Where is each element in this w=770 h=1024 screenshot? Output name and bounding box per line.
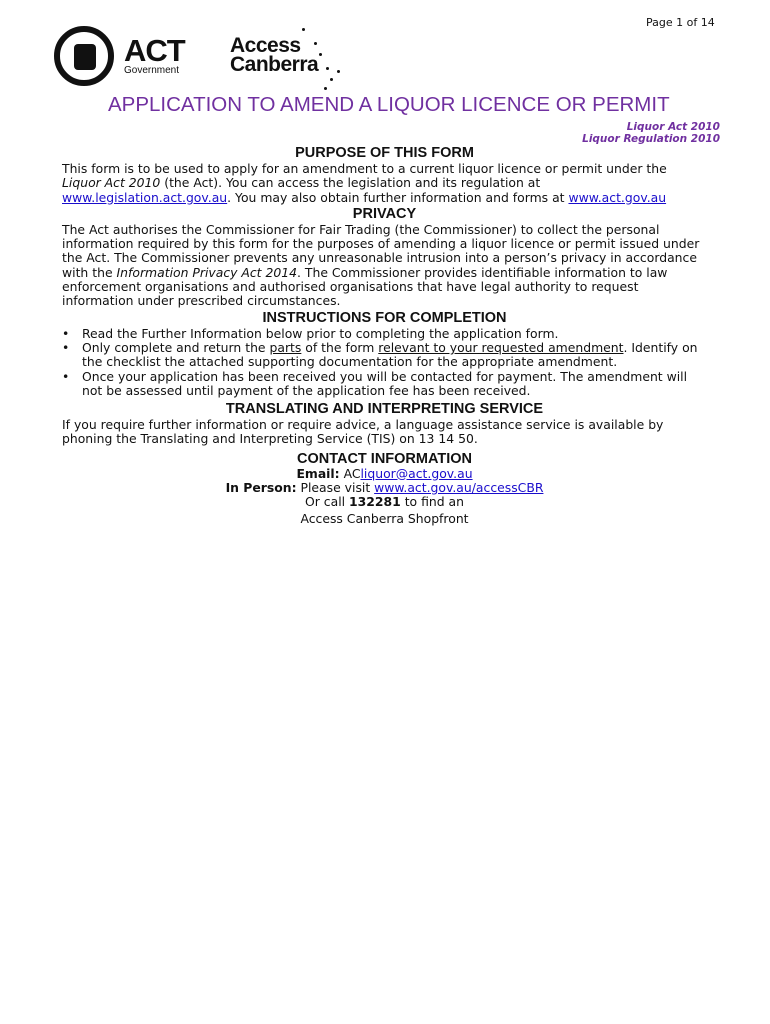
logo-dot (326, 67, 329, 70)
contact-heading: CONTACT INFORMATION (296, 450, 473, 467)
legislation-link[interactable]: www.legislation.act.gov.au (62, 189, 228, 205)
act-logo-text: ACT (124, 33, 185, 68)
logo-dot (337, 70, 340, 73)
instructions-heading: INSTRUCTIONS FOR COMPLETION (262, 309, 507, 326)
privacy-heading: PRIVACY (352, 205, 417, 222)
form-title: APPLICATION TO AMEND A LIQUOR LICENCE OR PERMIT (108, 93, 670, 116)
purpose-text: This form is to be used to apply for an amendment to a current liquor licence or permit under the Liquor Act 2010 (the Act). You can access the legislation and its regulation at www.legislation.act.gov.au. You may also obtain further information and forms at www.act.gov.au (62, 161, 667, 205)
purpose-heading: PURPOSE OF THIS FORM (295, 145, 474, 161)
logo-dot (302, 28, 305, 31)
page-number: Page 1 of 14 (646, 16, 715, 29)
act-government-logo (54, 26, 185, 86)
list-item: • Once your application has been received you will be contacted for payment. The amendment will not be assessed until payment of the application fee has been received. (82, 370, 707, 399)
legislation-references (582, 121, 720, 145)
act-gov-link[interactable]: www.act.gov.au (568, 189, 667, 205)
email-link[interactable]: liquor@act.gov.au (360, 465, 473, 481)
government-logo-text: Government (124, 65, 180, 76)
contact-in-person: In Person: Please visit www.act.gov.au/accessCBR (225, 480, 544, 496)
regulation-ref: Liquor Regulation 2010 (582, 133, 720, 145)
list-item: • Read the Further Information below prior to completing the application form. (82, 327, 707, 341)
logo-dot (330, 78, 333, 81)
ac-line2: Canberra (230, 53, 319, 76)
contact-shopfront: Access Canberra Shopfront (300, 510, 469, 526)
list-item: • Only complete and return the parts of the form relevant to your requested amendment. Identify on the checklist the attached supporting documentation for the appropriate amendment. (82, 341, 707, 370)
contact-email: Email: ACliquor@act.gov.au (296, 465, 473, 481)
instructions-list (62, 327, 707, 398)
logo-dot (324, 87, 327, 90)
act-coat-of-arms-icon (54, 26, 114, 86)
tis-heading: TRANSLATING AND INTERPRETING SERVICE (225, 401, 544, 418)
logo-dot (319, 53, 322, 56)
access-canberra-logo (230, 36, 318, 74)
access-cbr-link[interactable]: www.act.gov.au/accessCBR (374, 480, 544, 496)
privacy-text: The Act authorises the Commissioner for Fair Trading (the Commissioner) to collect the personal information required by this form for the purposes of amending a liquor licence or permit issued under the Act. The Commissioner prevents any unreasonable intrusion into a person’s privacy in accordance with the Information Privacy Act 2014. The Commissioner provides identifiable information to law enforcement organisations and authorised organisations that have legal authority to request information under prescribed circumstances. (62, 221, 700, 309)
logo-dot (314, 42, 317, 45)
act-ref: Liquor Act 2010 (626, 121, 720, 133)
contact-call: Or call 132281 to find an (305, 494, 464, 510)
tis-text: If you require further information or require advice, a language assistance service is available by phoning the Translating and Interpreting Service (TIS) on 13 14 50. (62, 417, 664, 447)
ac-line1: Access (230, 34, 301, 57)
